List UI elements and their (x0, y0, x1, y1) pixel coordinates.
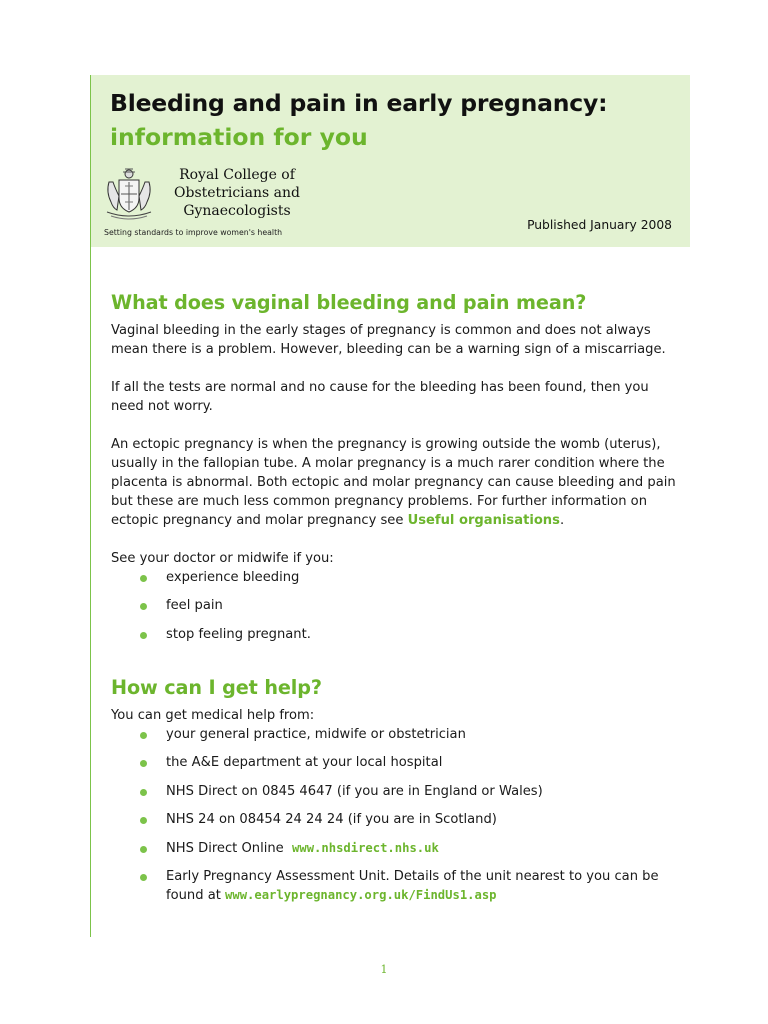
nhs-direct-online-link[interactable]: www.nhsdirect.nhs.uk (292, 841, 439, 855)
list-item (111, 568, 701, 596)
list-item (111, 810, 701, 839)
rcog-crest-icon (103, 166, 155, 222)
page-subtitle: information for you (110, 123, 368, 151)
paragraph (111, 378, 701, 416)
org-name-line: Royal College of (179, 167, 295, 183)
bullet-icon (140, 817, 147, 824)
list-item (111, 596, 701, 625)
list-item-text: your general practice, midwife or obstetrician (166, 727, 466, 742)
bullet-icon (140, 732, 147, 739)
list-item-text: NHS Direct Online (166, 841, 284, 856)
list-item-text: stop feeling pregnant. (166, 627, 311, 642)
symptom-list (111, 568, 701, 644)
list-item-text: feel pain (166, 598, 223, 613)
early-pregnancy-unit-link[interactable]: www.earlypregnancy.org.uk/FindUs1.asp (225, 888, 497, 902)
useful-organisations-link[interactable]: Useful organisations (407, 513, 560, 528)
list-item-text: NHS Direct on 0845 4647 (if you are in England or Wales) (166, 784, 543, 799)
paragraph-line (111, 511, 701, 530)
header-banner (91, 75, 690, 247)
paragraph-line: mean there is a problem. However, bleeding can be a warning sign of a miscarriage. (111, 342, 666, 357)
paragraph-text: ectopic pregnancy and molar pregnancy see (111, 513, 408, 528)
list-item (111, 867, 701, 905)
list-item-text: the A&E department at your local hospital (166, 755, 443, 770)
paragraph-line: usually in the fallopian tube. A molar pregnancy is a much rarer condition where the (111, 456, 665, 471)
section-heading-get-help: How can I get help? (111, 676, 322, 699)
list-item-text: Early Pregnancy Assessment Unit. Details of the unit nearest to you can be (166, 869, 659, 884)
bullet-icon (140, 874, 147, 881)
page-number: 1 (380, 963, 388, 976)
list-item (111, 782, 701, 810)
section-heading-bleeding-pain: What does vaginal bleeding and pain mean? (111, 291, 587, 314)
org-name-line: Obstetricians and (174, 185, 300, 201)
paragraph-line: If all the tests are normal and no cause for the bleeding has been found, then you (111, 380, 649, 395)
published-date: Published January 2008 (527, 218, 672, 232)
org-name-line: Gynaecologists (183, 203, 291, 219)
organisation-tagline: Setting standards to improve women's health (104, 228, 283, 237)
get-help-intro: You can get medical help from: (111, 708, 315, 723)
organisation-name (167, 166, 307, 220)
list-item (111, 839, 701, 867)
paragraph-text: . (559, 513, 565, 528)
page-title: Bleeding and pain in early pregnancy: (110, 89, 608, 117)
paragraph-line: Vaginal bleeding in the early stages of pregnancy is common and does not always (111, 323, 651, 338)
paragraph (111, 321, 701, 359)
list-item-text: experience bleeding (166, 570, 300, 585)
paragraph (111, 435, 701, 530)
list-item (111, 625, 701, 644)
list-item-text: found at (166, 888, 226, 903)
bullet-icon (140, 789, 147, 796)
main-content (111, 291, 701, 905)
bullet-icon (140, 760, 147, 767)
paragraph-line: need not worry. (111, 399, 213, 414)
list-item-text: NHS 24 on 08454 24 24 24 (if you are in Scotland) (166, 812, 497, 827)
paragraph-line: but these are much less common pregnancy problems. For further information on (111, 494, 647, 509)
bullet-icon (140, 575, 147, 582)
see-doctor-text: See your doctor or midwife if you: (111, 551, 334, 566)
list-item (111, 753, 701, 782)
paragraph-line: An ectopic pregnancy is when the pregnancy is growing outside the womb (uterus), (111, 437, 661, 452)
paragraph-line: placenta is abnormal. Both ectopic and molar pregnancy can cause bleeding and pain (111, 475, 676, 490)
help-source-list (111, 725, 701, 905)
list-item (111, 725, 701, 753)
bullet-icon (140, 846, 147, 853)
bullet-icon (140, 603, 147, 610)
bullet-icon (140, 632, 147, 639)
